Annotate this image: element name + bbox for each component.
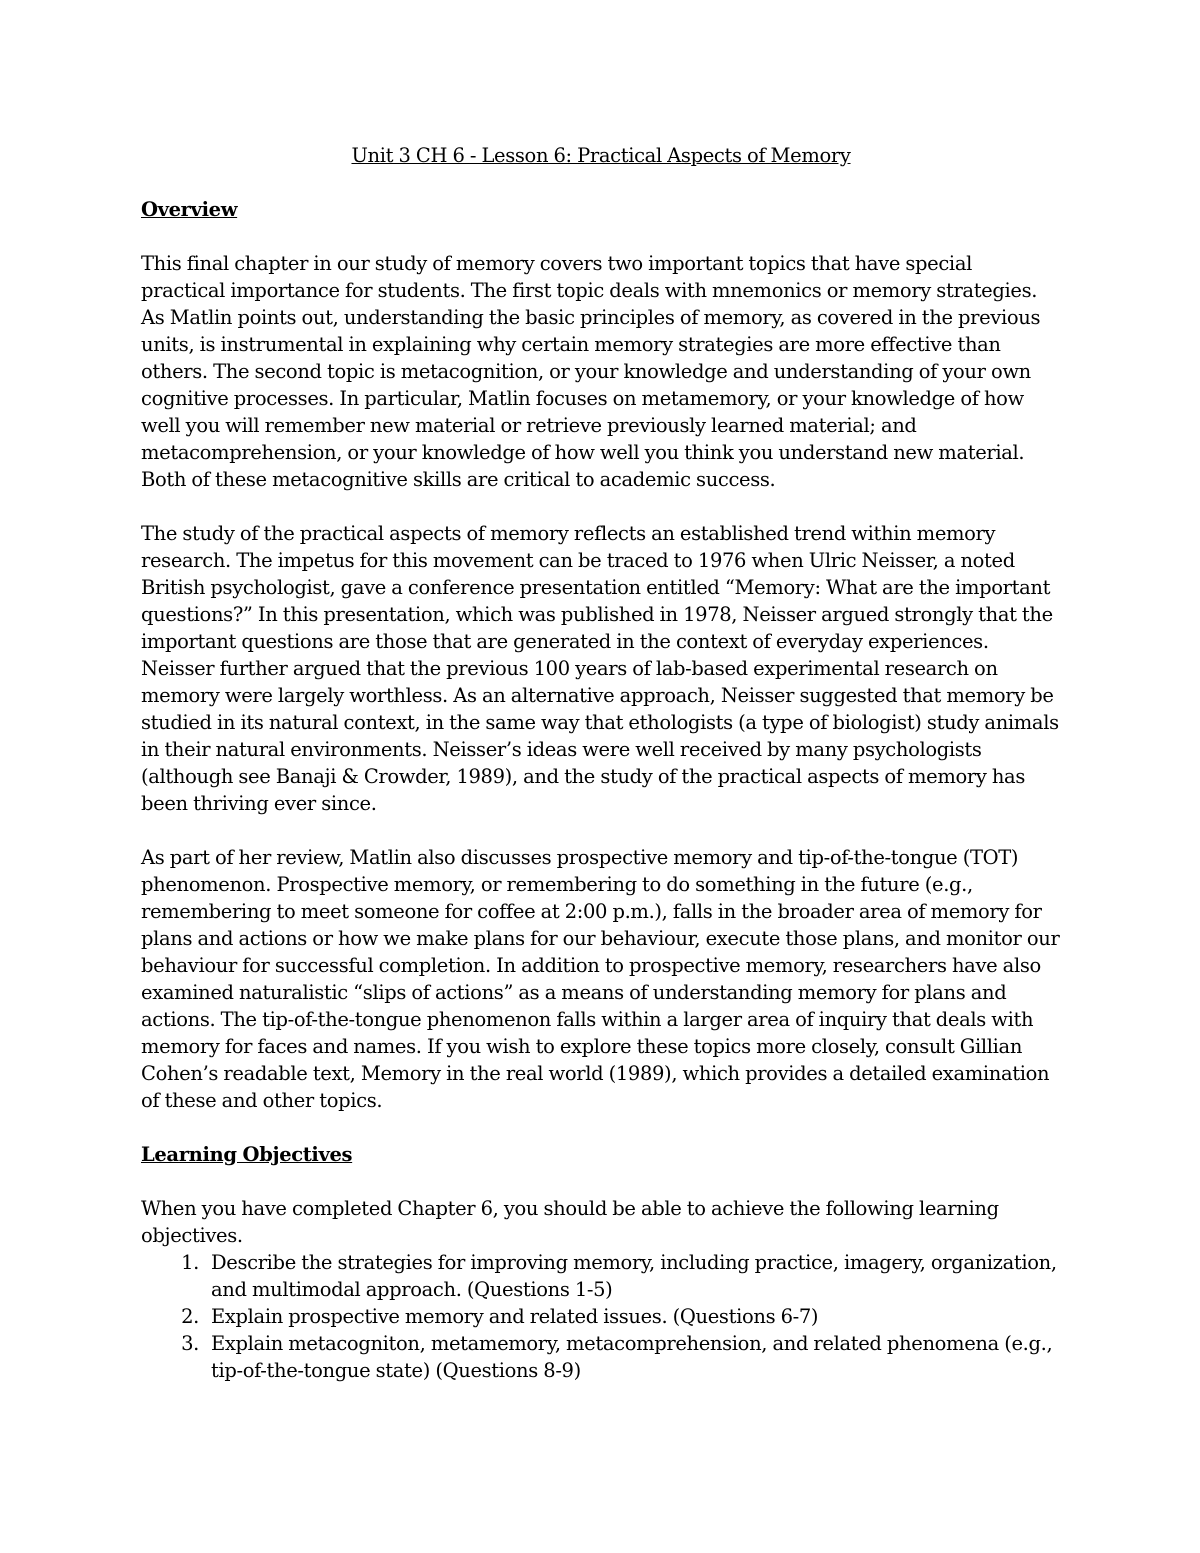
learning-objectives-list (141, 1249, 1061, 1384)
list-item-number: 1. (181, 1251, 199, 1274)
list-item (141, 1249, 1061, 1303)
list-item-number: 2. (181, 1305, 199, 1328)
document-title: Unit 3 CH 6 - Lesson 6: Practical Aspects of Memory (351, 144, 851, 167)
overview-paragraph-3: As part of her review, Matlin also discusses prospective memory and tip-of-the-tongue (TOT) phenomenon. Prospective memory, or remembering to do something in the future (e.g., remembering to meet someone for coffee at 2:00 p.m.), falls in the broader area of memory for plans and actions or how we make plans for our behaviour, execute those plans, and monitor our behaviour for successful completion. In addition to prospective memory, researchers have also examined naturalistic “slips of actions” as a means of understanding memory for plans and actions. The tip-of-the-tongue phenomenon falls within a larger area of inquiry that deals with memory for faces and names. If you wish to explore these topics more closely, consult Gillian Cohen’s readable text, Memory in the real world (1989), which provides a detailed examination of these and other topics. (141, 846, 1060, 1112)
list-item (141, 1330, 1061, 1384)
list-item-text: Describe the strategies for improving memory, including practice, imagery, organization, and multimodal approach. (Questions 1-5) (211, 1251, 1057, 1301)
overview-heading: Overview (141, 198, 238, 221)
list-item-number: 3. (181, 1332, 199, 1355)
overview-paragraph-2: The study of the practical aspects of memory reflects an established trend within memory research. The impetus for this movement can be traced to 1976 when Ulric Neisser, a noted British psychologist, gave a conference presentation entitled “Memory: What are the important questions?” In this presentation, which was published in 1978, Neisser argued strongly that the important questions are those that are generated in the context of everyday experiences. Neisser further argued that the previous 100 years of lab-based experimental research on memory were largely worthless. As an alternative approach, Neisser suggested that memory be studied in its natural context, in the same way that ethologists (a type of biologist) study animals in their natural environments. Neisser’s ideas were well received by many psychologists (although see Banaji & Crowder, 1989), and the study of the practical aspects of memory has been thriving ever since. (141, 522, 1059, 815)
learning-objectives-intro: When you have completed Chapter 6, you should be able to achieve the following learning objectives. (141, 1197, 999, 1247)
overview-paragraph-1: This final chapter in our study of memory covers two important topics that have special practical importance for students. The first topic deals with mnemonics or memory strategies. As Matlin points out, understanding the basic principles of memory, as covered in the previous units, is instrumental in explaining why certain memory strategies are more effective than others. The second topic is metacognition, or your knowledge and understanding of your own cognitive processes. In particular, Matlin focuses on metamemory, or your knowledge of how well you will remember new material or retrieve previously learned material; and metacomprehension, or your knowledge of how well you think you understand new material. Both of these metacognitive skills are critical to academic success. (141, 252, 1041, 491)
list-item (141, 1303, 1061, 1330)
list-item-text: Explain metacogniton, metamemory, metacomprehension, and related phenomena (e.g., tip-of-the-tongue state) (Questions 8-9) (211, 1332, 1053, 1382)
document-page (141, 142, 1061, 1384)
list-item-text: Explain prospective memory and related issues. (Questions 6-7) (211, 1305, 819, 1328)
learning-objectives-heading: Learning Objectives (141, 1143, 353, 1166)
